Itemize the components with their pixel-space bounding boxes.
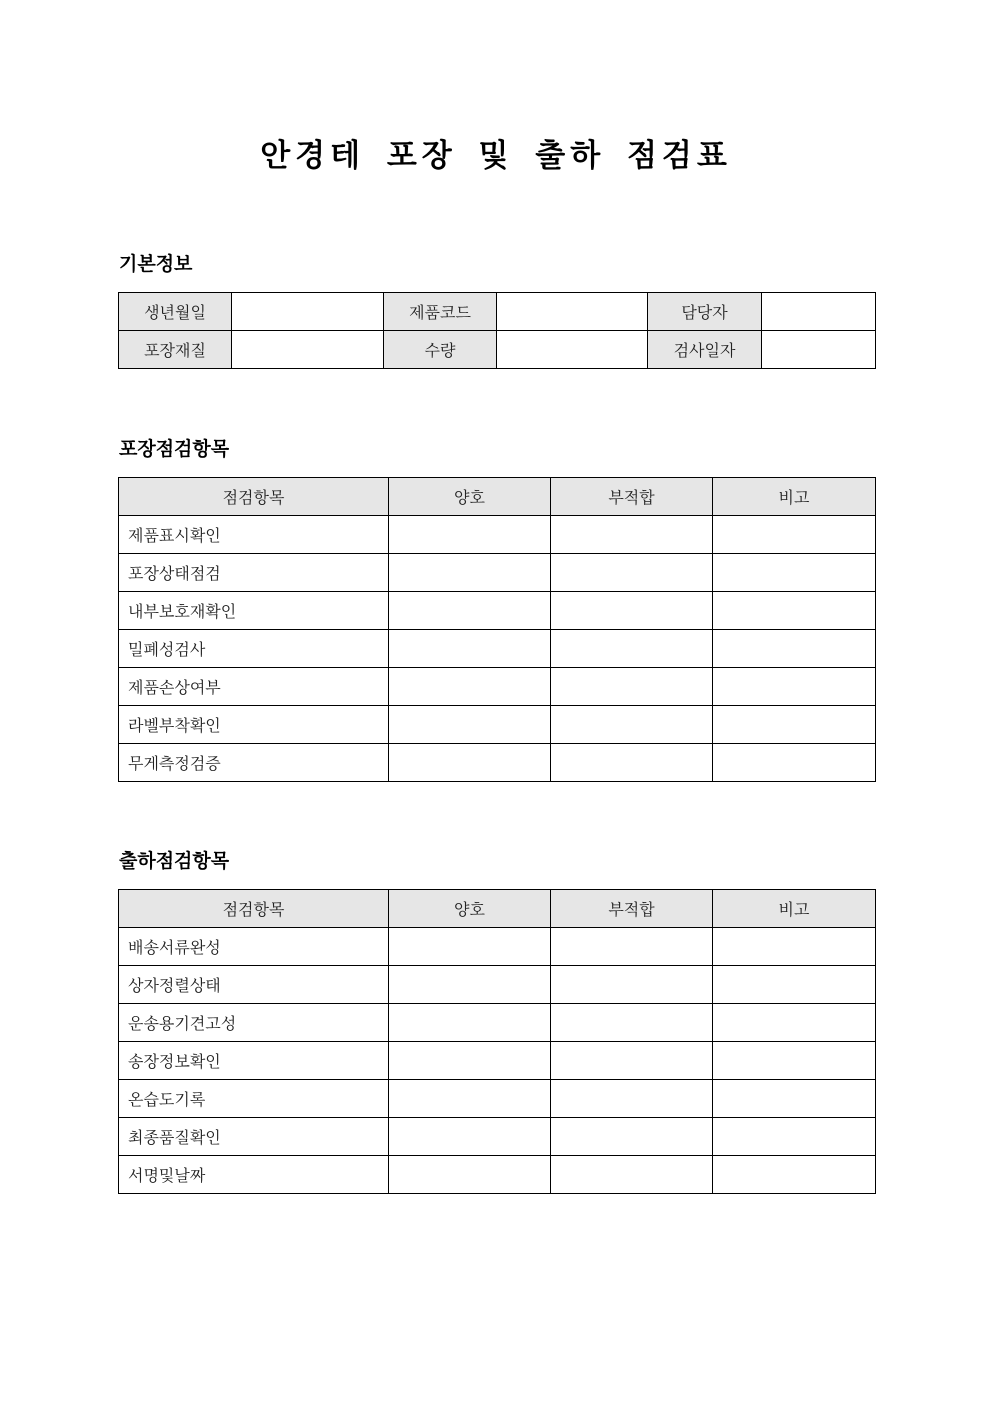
nonconforming-cell[interactable] [551,1042,713,1080]
nonconforming-cell[interactable] [551,744,713,782]
table-row [119,630,876,668]
check-item-label: 상자정렬상태 [119,966,389,1004]
birthdate-field[interactable] [232,293,384,331]
nonconforming-cell[interactable] [551,668,713,706]
good-cell[interactable] [389,554,551,592]
table-row [119,706,876,744]
manager-field[interactable] [762,293,876,331]
nonconforming-cell[interactable] [551,630,713,668]
packaging-material-field[interactable] [232,331,384,369]
header-good: 양호 [389,890,551,928]
nonconforming-cell[interactable] [551,1118,713,1156]
table-header-row [119,890,876,928]
table-row [119,1156,876,1194]
remarks-cell[interactable] [713,516,876,554]
table-header-row [119,478,876,516]
check-item-label: 온습도기록 [119,1080,389,1118]
label-manager: 담당자 [648,293,762,331]
header-good: 양호 [389,478,551,516]
section-title-basic-info: 기본정보 [119,253,193,275]
header-check-item: 점검항목 [119,478,389,516]
check-item-label: 포장상태점검 [119,554,389,592]
nonconforming-cell[interactable] [551,1156,713,1194]
remarks-cell[interactable] [713,592,876,630]
table-row [119,744,876,782]
check-item-label: 최종품질확인 [119,1118,389,1156]
remarks-cell[interactable] [713,706,876,744]
section-title-shipping-check: 출하점검항목 [119,850,230,872]
good-cell[interactable] [389,706,551,744]
good-cell[interactable] [389,744,551,782]
label-inspection-date: 검사일자 [648,331,762,369]
table-row [119,1004,876,1042]
basic-info-row [119,293,876,331]
table-row [119,966,876,1004]
table-row [119,554,876,592]
check-item-label: 운송용기견고성 [119,1004,389,1042]
remarks-cell[interactable] [713,966,876,1004]
remarks-cell[interactable] [713,554,876,592]
check-item-label: 배송서류완성 [119,928,389,966]
table-row [119,1080,876,1118]
shipping-check-table [118,889,876,1194]
table-row [119,516,876,554]
packing-check-table [118,477,876,782]
check-item-label: 제품표시확인 [119,516,389,554]
nonconforming-cell[interactable] [551,966,713,1004]
remarks-cell[interactable] [713,1156,876,1194]
section-title-packing-check: 포장점검항목 [119,438,230,460]
good-cell[interactable] [389,592,551,630]
header-nonconforming: 부적합 [551,478,713,516]
nonconforming-cell[interactable] [551,554,713,592]
table-row [119,668,876,706]
nonconforming-cell[interactable] [551,928,713,966]
remarks-cell[interactable] [713,1042,876,1080]
table-row [119,1042,876,1080]
check-item-label: 송장정보확인 [119,1042,389,1080]
label-quantity: 수량 [384,331,497,369]
good-cell[interactable] [389,668,551,706]
inspection-date-field[interactable] [762,331,876,369]
nonconforming-cell[interactable] [551,1080,713,1118]
good-cell[interactable] [389,966,551,1004]
check-item-label: 라벨부착확인 [119,706,389,744]
good-cell[interactable] [389,1080,551,1118]
good-cell[interactable] [389,1004,551,1042]
remarks-cell[interactable] [713,928,876,966]
product-code-field[interactable] [497,293,648,331]
remarks-cell[interactable] [713,1004,876,1042]
remarks-cell[interactable] [713,1118,876,1156]
good-cell[interactable] [389,928,551,966]
header-check-item: 점검항목 [119,890,389,928]
good-cell[interactable] [389,630,551,668]
good-cell[interactable] [389,1118,551,1156]
basic-info-row [119,331,876,369]
check-item-label: 밀폐성검사 [119,630,389,668]
check-item-label: 제품손상여부 [119,668,389,706]
check-item-label: 내부보호재확인 [119,592,389,630]
table-row [119,592,876,630]
good-cell[interactable] [389,1042,551,1080]
table-row [119,1118,876,1156]
good-cell[interactable] [389,516,551,554]
table-row [119,928,876,966]
good-cell[interactable] [389,1156,551,1194]
check-item-label: 서명및날짜 [119,1156,389,1194]
nonconforming-cell[interactable] [551,516,713,554]
remarks-cell[interactable] [713,744,876,782]
label-product-code: 제품코드 [384,293,497,331]
remarks-cell[interactable] [713,668,876,706]
nonconforming-cell[interactable] [551,1004,713,1042]
label-packaging-material: 포장재질 [119,331,232,369]
check-item-label: 무게측정검증 [119,744,389,782]
header-nonconforming: 부적합 [551,890,713,928]
nonconforming-cell[interactable] [551,592,713,630]
basic-info-table [118,292,876,369]
nonconforming-cell[interactable] [551,706,713,744]
label-birthdate: 생년월일 [119,293,232,331]
remarks-cell[interactable] [713,630,876,668]
quantity-field[interactable] [497,331,648,369]
header-remarks: 비고 [713,890,876,928]
remarks-cell[interactable] [713,1080,876,1118]
header-remarks: 비고 [713,478,876,516]
page-title: 안경테 포장 및 출하 점검표 [260,138,732,174]
